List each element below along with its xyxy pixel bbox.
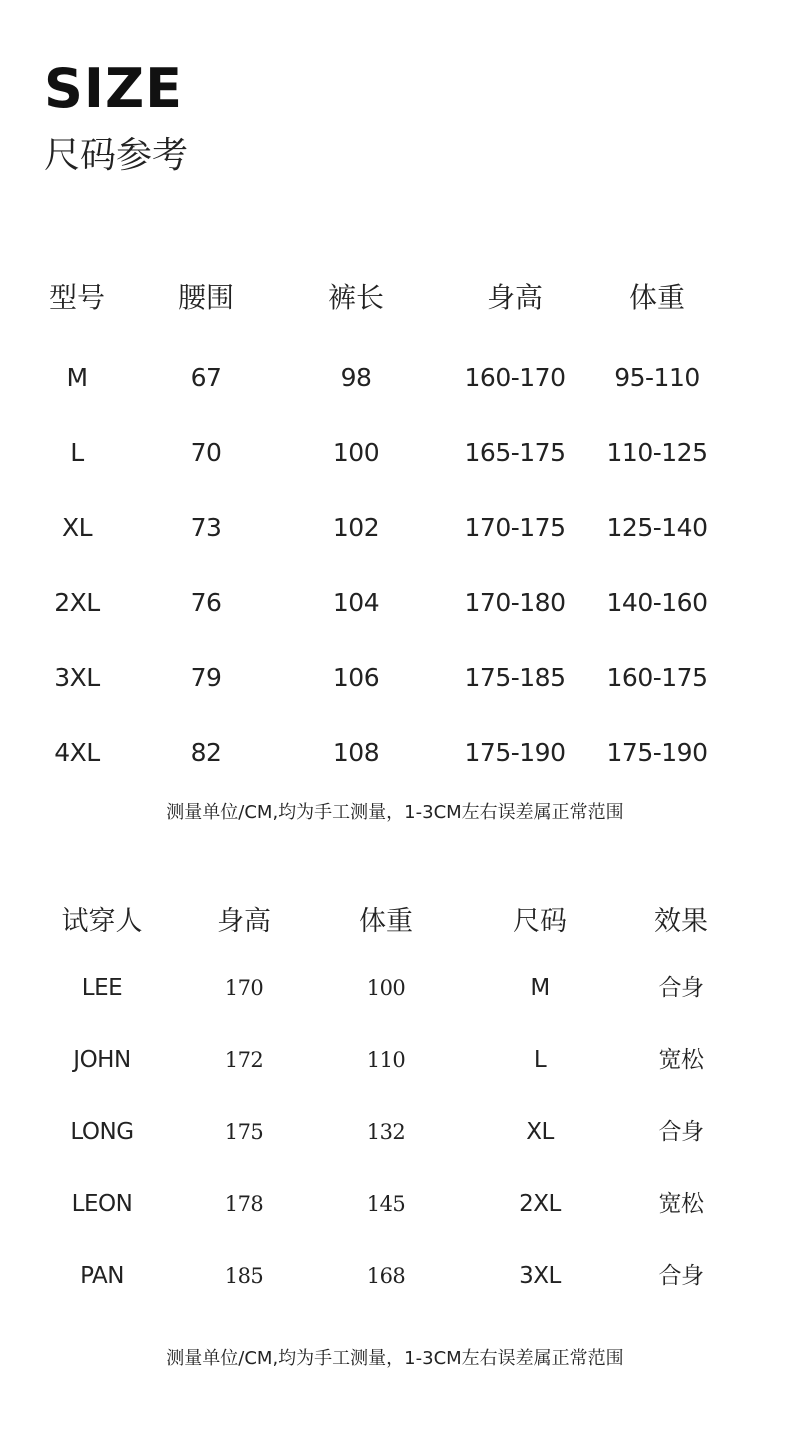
length-cell: 104 xyxy=(332,588,380,617)
length-cell: 106 xyxy=(332,663,380,692)
table-row xyxy=(0,508,790,548)
weight-cell: 175-190 xyxy=(606,738,708,767)
table-row xyxy=(0,1040,790,1080)
fit-cell: 宽松 xyxy=(658,1047,704,1073)
size-cell: 3XL xyxy=(519,1263,561,1289)
size-cell: XL xyxy=(526,1119,554,1145)
table-row xyxy=(0,358,790,398)
table-row xyxy=(0,733,790,773)
header-weight: 体重 xyxy=(359,906,413,937)
length-cell: 98 xyxy=(340,363,372,392)
header-fit: 效果 xyxy=(654,906,708,937)
size-cell: 4XL xyxy=(54,738,100,767)
waist-cell: 73 xyxy=(190,513,222,542)
header-weight: 体重 xyxy=(628,281,685,314)
height-cell: 175-185 xyxy=(464,663,566,692)
header-size: 尺码 xyxy=(513,906,567,937)
table-row xyxy=(0,1256,790,1296)
height-cell: 170 xyxy=(224,976,264,1000)
weight-cell: 95-110 xyxy=(614,363,700,392)
table-row xyxy=(0,658,790,698)
weight-cell: 168 xyxy=(366,1264,406,1288)
header-waist: 腰围 xyxy=(177,281,234,314)
size-table-header xyxy=(0,278,790,318)
size-cell: XL xyxy=(61,513,93,542)
height-cell: 172 xyxy=(224,1048,264,1072)
height-cell: 185 xyxy=(224,1264,264,1288)
size-cell: M xyxy=(530,975,550,1001)
table-row xyxy=(0,1112,790,1152)
size-cell: L xyxy=(533,1047,547,1073)
length-cell: 100 xyxy=(332,438,380,467)
waist-cell: 67 xyxy=(190,363,222,392)
length-cell: 108 xyxy=(332,738,380,767)
size-cell: 2XL xyxy=(54,588,100,617)
waist-cell: 82 xyxy=(190,738,222,767)
waist-cell: 79 xyxy=(190,663,222,692)
weight-cell: 160-175 xyxy=(606,663,708,692)
height-cell: 160-170 xyxy=(464,363,566,392)
tester-cell: LEE xyxy=(81,975,123,1001)
weight-cell: 110 xyxy=(366,1048,406,1072)
size-cell: L xyxy=(70,438,84,467)
height-cell: 170-180 xyxy=(464,588,566,617)
weight-cell: 100 xyxy=(366,976,406,1000)
length-cell: 102 xyxy=(332,513,380,542)
fit-cell: 宽松 xyxy=(658,1191,704,1217)
height-cell: 165-175 xyxy=(464,438,566,467)
try-table-header xyxy=(0,902,790,942)
fit-cell: 合身 xyxy=(658,1263,704,1289)
weight-cell: 125-140 xyxy=(606,513,708,542)
tester-cell: PAN xyxy=(80,1263,124,1289)
waist-cell: 70 xyxy=(190,438,222,467)
height-cell: 175 xyxy=(224,1120,264,1144)
weight-cell: 145 xyxy=(366,1192,406,1216)
fit-cell: 合身 xyxy=(658,1119,704,1145)
height-cell: 178 xyxy=(224,1192,264,1216)
height-cell: 175-190 xyxy=(464,738,566,767)
weight-cell: 132 xyxy=(366,1120,406,1144)
weight-cell: 110-125 xyxy=(606,438,708,467)
table-row xyxy=(0,583,790,623)
table-row xyxy=(0,968,790,1008)
title-en: SIZE xyxy=(44,57,184,120)
title-cn: 尺码参考 xyxy=(44,135,189,176)
waist-cell: 76 xyxy=(190,588,222,617)
header-height: 身高 xyxy=(486,281,543,314)
size-cell: M xyxy=(66,363,88,392)
try-on-table-note: 测量单位/CM,均为手工测量，1-3CM左右误差属正常范围 xyxy=(166,1348,624,1369)
size-table-note: 测量单位/CM,均为手工测量，1-3CM左右误差属正常范围 xyxy=(166,802,624,823)
header-tester: 试穿人 xyxy=(61,906,143,937)
size-cell: 2XL xyxy=(519,1191,561,1217)
table-row xyxy=(0,433,790,473)
header-height: 身高 xyxy=(217,906,271,937)
tester-cell: LEON xyxy=(71,1191,133,1217)
fit-cell: 合身 xyxy=(658,975,704,1001)
size-cell: 3XL xyxy=(54,663,100,692)
tester-cell: JOHN xyxy=(73,1047,131,1073)
tester-cell: LONG xyxy=(70,1119,134,1145)
weight-cell: 140-160 xyxy=(606,588,708,617)
table-row xyxy=(0,1184,790,1224)
height-cell: 170-175 xyxy=(464,513,566,542)
header-length: 裤长 xyxy=(327,281,384,314)
header-size: 型号 xyxy=(48,281,105,314)
